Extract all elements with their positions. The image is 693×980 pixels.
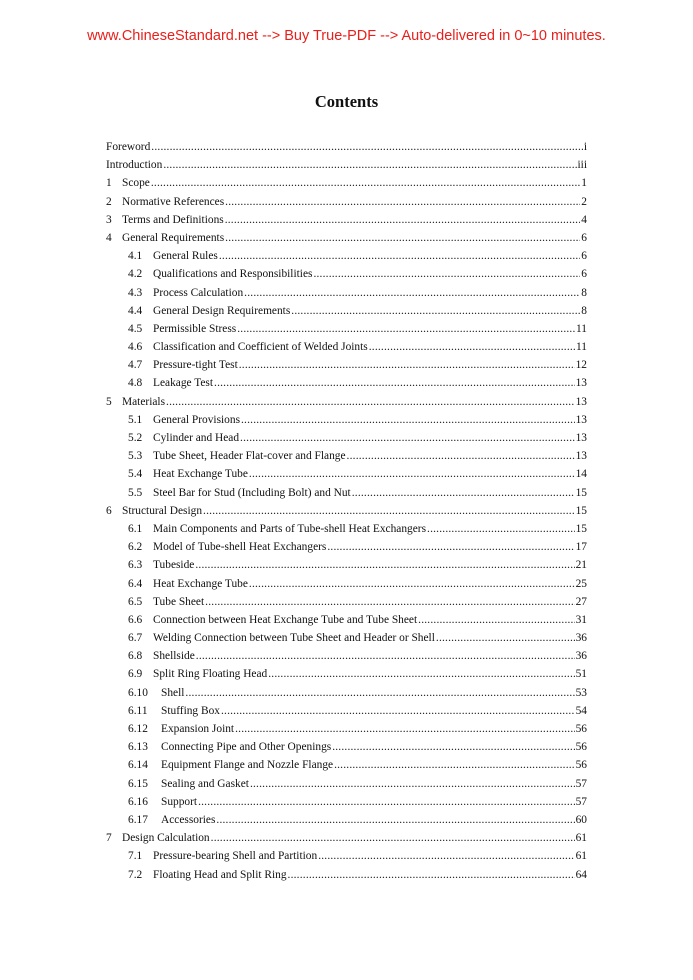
toc-entry-page: 36 — [575, 632, 587, 645]
toc-dot-leader — [250, 775, 575, 793]
promo-banner-link[interactable]: www.ChineseStandard.net --> Buy True-PDF --> Auto-delivered in 0~10 minutes. — [87, 28, 606, 44]
toc-entry-page: 8 — [581, 286, 587, 299]
toc-entry[interactable] — [106, 429, 587, 447]
toc-entry-number: 4 — [106, 231, 112, 244]
toc-entry[interactable] — [106, 575, 587, 593]
toc-dot-leader — [185, 684, 574, 702]
toc-dot-leader — [288, 866, 575, 884]
toc-dot-leader — [235, 720, 575, 738]
toc-entry-page: 21 — [575, 559, 587, 572]
page-title: Contents — [314, 92, 379, 111]
toc-entry-number: 4.6 — [128, 341, 143, 354]
toc-dot-leader — [214, 374, 575, 392]
toc-dot-leader — [239, 356, 575, 374]
toc-entry[interactable] — [106, 520, 587, 538]
toc-entry-label: Process Calculation — [153, 286, 244, 299]
toc-dot-leader — [240, 429, 575, 447]
toc-dot-leader — [327, 538, 574, 556]
toc-entry-label: Connection between Heat Exchange Tube and Tube Sheet — [153, 613, 418, 626]
toc-entry-number: 6.12 — [128, 723, 148, 735]
toc-dot-leader — [352, 484, 575, 502]
toc-entry-number: 4.7 — [128, 359, 143, 372]
toc-entry-number: 5.4 — [128, 468, 143, 481]
toc-entry[interactable] — [106, 793, 587, 811]
toc-dot-leader — [241, 411, 575, 429]
toc-entry-number: 6.1 — [128, 522, 143, 535]
toc-entry[interactable] — [106, 756, 587, 774]
toc-entry-page: i — [583, 141, 587, 153]
toc-entry-number: 6.4 — [128, 577, 143, 590]
toc-entry-number: 4.2 — [128, 268, 143, 281]
toc-entry-number: 6.2 — [128, 541, 143, 554]
toc-entry-number: 3 — [106, 213, 112, 226]
toc-dot-leader — [291, 302, 580, 320]
toc-entry-label: Accessories — [161, 813, 216, 826]
toc-entry-page: 53 — [575, 686, 587, 699]
toc-entry-number: 5.2 — [128, 432, 143, 444]
toc-entry-label: Qualifications and Responsibilities — [153, 268, 313, 281]
toc-entry-number: 7.2 — [128, 868, 143, 881]
toc-entry-page: 1 — [581, 177, 587, 190]
toc-entry-page: 2 — [581, 195, 587, 208]
toc-entry-label: Shellside — [153, 650, 195, 663]
toc-entry[interactable] — [106, 647, 587, 665]
toc-entry-page: 15 — [575, 486, 587, 499]
toc-entry-label: General Provisions — [153, 413, 240, 426]
toc-entry-page: 27 — [575, 595, 587, 608]
toc-dot-leader — [332, 738, 574, 756]
toc-entry-label: Support — [161, 795, 198, 808]
toc-entry-label: Structural Design — [122, 504, 203, 517]
toc-entry-page: 57 — [575, 795, 587, 808]
toc-entry-label: Shell — [161, 686, 185, 699]
toc-entry-label: Connecting Pipe and Other Openings — [161, 741, 332, 754]
toc-dot-leader — [418, 611, 574, 629]
toc-entry-label: Tubeside — [153, 559, 195, 572]
toc-entry[interactable] — [106, 629, 587, 647]
toc-entry-number: 2 — [106, 195, 112, 208]
toc-entry-label: Welding Connection between Tube Sheet and Header or Shell — [153, 632, 435, 645]
toc-entry-page: 25 — [575, 577, 587, 590]
toc-entry-number: 6.17 — [128, 813, 148, 826]
toc-entry[interactable] — [106, 374, 587, 392]
toc-entry-page: 36 — [575, 650, 587, 663]
toc-entry-label: Pressure-bearing Shell and Partition — [153, 850, 318, 863]
toc-entry-page: 60 — [575, 813, 587, 826]
toc-entry[interactable] — [106, 811, 587, 829]
toc-entry-page: 6 — [581, 268, 587, 281]
toc-entry[interactable] — [106, 356, 587, 374]
toc-entry-number: 7.1 — [128, 850, 143, 863]
toc-entry-page: 54 — [575, 704, 587, 717]
toc-entry[interactable] — [106, 156, 587, 174]
toc-entry-label: Foreword — [106, 141, 151, 153]
toc-entry-label: Terms and Definitions — [122, 213, 224, 226]
toc-entry-number: 4.5 — [128, 322, 143, 335]
toc-dot-leader — [427, 520, 575, 538]
toc-entry-label: Scope — [122, 177, 150, 190]
toc-entry-page: 56 — [575, 723, 587, 735]
toc-entry-page: 56 — [575, 759, 587, 772]
toc-entry-page: 13 — [575, 413, 587, 426]
toc-entry-page: 13 — [575, 432, 587, 444]
toc-entry-page: 6 — [581, 231, 587, 244]
toc-entry-label: Normative References — [122, 195, 225, 208]
toc-dot-leader — [221, 702, 575, 720]
toc-entry-label: Materials — [122, 395, 166, 408]
toc-entry[interactable] — [106, 665, 587, 683]
toc-entry-page: 4 — [581, 213, 587, 226]
toc-entry[interactable] — [106, 538, 587, 556]
toc-entry[interactable] — [106, 866, 587, 884]
toc-entry-label: Floating Head and Split Ring — [153, 868, 287, 881]
toc-entry-page: 64 — [575, 868, 587, 881]
toc-entry-label: General Requirements — [122, 231, 225, 244]
toc-dot-leader — [249, 465, 575, 483]
toc-dot-leader — [436, 629, 575, 647]
toc-entry-page: 61 — [575, 832, 587, 845]
toc-entry-label: Equipment Flange and Nozzle Flange — [161, 759, 334, 772]
toc-entry[interactable] — [106, 556, 587, 574]
toc-dot-leader — [151, 174, 580, 192]
toc-entry-page: 12 — [575, 359, 587, 372]
toc-entry-number: 4.8 — [128, 377, 143, 390]
toc-dot-leader — [268, 665, 574, 683]
toc-entry-page: 8 — [581, 304, 587, 317]
toc-entry-number: 5.3 — [128, 450, 143, 463]
toc-dot-leader — [313, 265, 580, 283]
toc-entry-number: 4.1 — [128, 250, 143, 263]
toc-dot-leader — [249, 575, 575, 593]
toc-entry[interactable] — [106, 702, 587, 720]
toc-entry-page: 15 — [575, 504, 587, 517]
table-of-contents — [106, 138, 587, 884]
toc-entry-page: 57 — [575, 777, 587, 790]
toc-entry-number: 1 — [106, 177, 112, 190]
toc-dot-leader — [334, 756, 575, 774]
toc-entry-label: Steel Bar for Stud (Including Bolt) and Nut — [153, 486, 351, 499]
toc-entry-number: 6.15 — [128, 777, 148, 790]
toc-entry[interactable] — [106, 393, 587, 411]
toc-entry-label: Main Components and Parts of Tube-shell Heat Exchangers — [153, 522, 427, 535]
toc-entry[interactable] — [106, 720, 587, 738]
toc-dot-leader — [203, 502, 575, 520]
toc-entry-number: 5.1 — [128, 413, 143, 426]
toc-entry[interactable] — [106, 611, 587, 629]
toc-entry-page: 11 — [576, 341, 587, 354]
toc-entry-number: 6 — [106, 504, 112, 517]
toc-entry-number: 6.8 — [128, 650, 143, 663]
toc-entry[interactable] — [106, 775, 587, 793]
toc-entry[interactable] — [106, 502, 587, 520]
toc-entry-number: 6.11 — [128, 704, 148, 717]
toc-entry-page: 13 — [575, 450, 587, 463]
toc-entry-label: General Design Requirements — [153, 304, 291, 317]
toc-entry-label: Permissible Stress — [153, 322, 237, 335]
toc-entry-page: 56 — [575, 741, 587, 754]
toc-entry[interactable] — [106, 211, 587, 229]
toc-entry-label: Sealing and Gasket — [161, 777, 249, 790]
toc-dot-leader — [151, 138, 583, 156]
toc-entry-page: 11 — [576, 322, 587, 335]
toc-entry[interactable] — [106, 302, 587, 320]
toc-entry-label: Tube Sheet, Header Flat-cover and Flange — [153, 450, 346, 463]
toc-dot-leader — [163, 156, 576, 174]
toc-entry-page: 31 — [575, 613, 587, 626]
toc-entry-label: Classification and Coefficient of Welded Joints — [153, 341, 368, 354]
toc-entry-number: 5.5 — [128, 486, 143, 499]
toc-entry-label: Heat Exchange Tube — [153, 468, 248, 481]
toc-dot-leader — [196, 647, 575, 665]
toc-entry[interactable] — [106, 411, 587, 429]
toc-entry[interactable] — [106, 738, 587, 756]
toc-dot-leader — [195, 556, 574, 574]
toc-entry-number: 6.3 — [128, 559, 143, 572]
toc-entry[interactable] — [106, 847, 587, 865]
toc-entry-label: Introduction — [106, 159, 163, 172]
toc-dot-leader — [219, 247, 580, 265]
toc-entry-number: 6.14 — [128, 759, 148, 772]
toc-entry-label: General Rules — [153, 250, 218, 263]
toc-entry-number: 6.9 — [128, 668, 143, 681]
toc-entry-page: 13 — [575, 395, 587, 408]
toc-entry-label: Heat Exchange Tube — [153, 577, 248, 590]
toc-entry-label: Tube Sheet — [153, 595, 205, 608]
toc-entry[interactable] — [106, 829, 587, 847]
toc-entry[interactable] — [106, 138, 587, 156]
toc-dot-leader — [198, 793, 575, 811]
toc-entry-label: Model of Tube-shell Heat Exchangers — [153, 541, 327, 554]
toc-entry-number: 6.10 — [128, 686, 148, 699]
toc-dot-leader — [225, 229, 580, 247]
toc-entry-number: 4.3 — [128, 286, 143, 299]
toc-entry[interactable] — [106, 465, 587, 483]
toc-entry-page: 14 — [575, 468, 587, 481]
toc-entry-page: 61 — [575, 850, 587, 863]
toc-entry-label: Stuffing Box — [161, 704, 220, 717]
toc-dot-leader — [244, 284, 580, 302]
toc-entry[interactable] — [106, 593, 587, 611]
toc-entry[interactable] — [106, 247, 587, 265]
toc-entry-number: 6.6 — [128, 613, 143, 626]
toc-entry-number: 5 — [106, 395, 112, 408]
toc-entry-page: iii — [577, 159, 587, 172]
toc-entry[interactable] — [106, 447, 587, 465]
toc-dot-leader — [211, 829, 575, 847]
toc-entry-number: 6.13 — [128, 741, 148, 754]
toc-entry-number: 6.5 — [128, 595, 143, 608]
toc-entry[interactable] — [106, 265, 587, 283]
toc-entry-label: Split Ring Floating Head — [153, 668, 268, 681]
toc-entry[interactable] — [106, 174, 587, 192]
toc-dot-leader — [369, 338, 575, 356]
toc-entry-label: Design Calculation — [122, 832, 210, 845]
toc-entry-page: 51 — [575, 668, 587, 681]
toc-entry-label: Expansion Joint — [161, 723, 235, 735]
toc-entry-number: 6.7 — [128, 632, 143, 645]
toc-entry[interactable] — [106, 193, 587, 211]
toc-entry[interactable] — [106, 338, 587, 356]
toc-dot-leader — [166, 393, 575, 411]
toc-entry-label: Leakage Test — [153, 377, 214, 390]
toc-entry-page: 13 — [575, 377, 587, 390]
toc-dot-leader — [225, 211, 581, 229]
toc-dot-leader — [237, 320, 575, 338]
toc-entry-page: 17 — [575, 541, 587, 554]
toc-entry-label: Pressure-tight Test — [153, 359, 238, 372]
toc-entry-number: 6.16 — [128, 795, 148, 808]
toc-dot-leader — [205, 593, 574, 611]
toc-dot-leader — [225, 193, 580, 211]
toc-entry[interactable] — [106, 684, 587, 702]
toc-entry-page: 6 — [581, 250, 587, 263]
toc-entry-label: Cylinder and Head — [153, 432, 240, 444]
toc-entry-page: 15 — [575, 522, 587, 535]
toc-dot-leader — [318, 847, 574, 865]
toc-entry-number: 7 — [106, 832, 112, 845]
toc-entry[interactable] — [106, 484, 587, 502]
toc-entry[interactable] — [106, 229, 587, 247]
toc-dot-leader — [347, 447, 575, 465]
toc-dot-leader — [216, 811, 574, 829]
toc-entry[interactable] — [106, 284, 587, 302]
toc-entry-number: 4.4 — [128, 304, 143, 317]
toc-entry[interactable] — [106, 320, 587, 338]
